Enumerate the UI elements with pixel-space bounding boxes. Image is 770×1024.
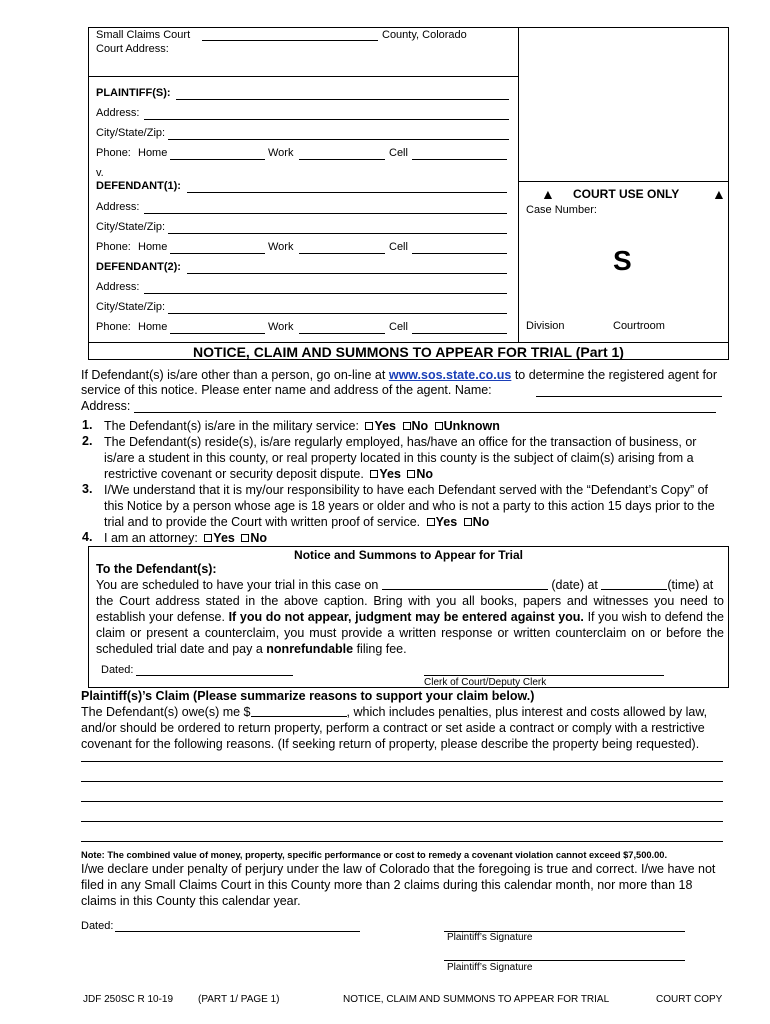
trial-schedule-line bbox=[96, 577, 724, 593]
item-number: 2. bbox=[82, 434, 93, 448]
court-use-only-label: COURT USE ONLY bbox=[573, 187, 680, 201]
up-arrow-icon: ▲ bbox=[712, 186, 726, 202]
service-no-checkbox[interactable] bbox=[464, 518, 472, 526]
claim-heading: Plaintiff(s)’s Claim (Please summarize reasons to support your claim below.) bbox=[81, 689, 535, 703]
jurisdiction-text: The Defendant(s) reside(s), is/are regularly employed, has/have an office for the transaction of business, or is/are a student in this county, or real property located in this county is the subject of claim(s) arising from a restrictive covenant or security deposit dispute. bbox=[104, 435, 697, 481]
jurisdiction-no-checkbox[interactable] bbox=[407, 470, 415, 478]
part-page-label: (PART 1/ PAGE 1) bbox=[198, 994, 280, 1005]
summons-defend-text: If you wish to defend the claim or present a counterclaim, you must provide a written response or written counterclaim on or before the scheduled trial date and pay a bbox=[96, 610, 724, 656]
title-top-rule bbox=[88, 342, 729, 343]
plaintiff-name-field[interactable] bbox=[176, 99, 509, 100]
intro-text: If Defendant(s) is/are other than a person, go on-line at bbox=[81, 368, 386, 382]
defendant2-work-label: Work bbox=[268, 321, 294, 333]
county-field[interactable] bbox=[202, 40, 378, 41]
claim-amount-field[interactable] bbox=[251, 705, 347, 717]
claim-amount-line bbox=[81, 704, 728, 720]
plaintiff-work-phone-field[interactable] bbox=[299, 159, 385, 160]
division-label: Division bbox=[526, 320, 565, 332]
item-number: 1. bbox=[82, 418, 93, 432]
claim-reason-line-5[interactable] bbox=[81, 841, 723, 842]
defendant2-phone-label: Phone: bbox=[96, 321, 131, 333]
registered-agent-instructions bbox=[81, 367, 726, 383]
versus-label: v. bbox=[96, 167, 104, 179]
defendant2-city-label: City/State/Zip: bbox=[96, 301, 166, 313]
claim-amount-text: The Defendant(s) owe(s) me $ bbox=[81, 705, 251, 719]
attorney-yes-label: Yes bbox=[213, 531, 235, 545]
copy-label: COURT COPY bbox=[656, 994, 723, 1005]
claim-limit-note: Note: The combined value of money, property, specific performance or cost to remedy a covenant violation cannot exceed $7,500.00. bbox=[81, 850, 668, 860]
jurisdiction-yes-checkbox[interactable] bbox=[370, 470, 378, 478]
nonrefundable-text: nonrefundable bbox=[266, 642, 354, 656]
military-yes-label: Yes bbox=[374, 419, 397, 433]
judgment-warning: If you do not appear, judgment may be entered against you. bbox=[228, 610, 584, 624]
military-unknown-checkbox[interactable] bbox=[435, 422, 443, 430]
trial-date-field[interactable] bbox=[382, 578, 548, 590]
defendant2-label: DEFENDANT(2): bbox=[96, 261, 181, 273]
summons-heading: Notice and Summons to Appear for Trial bbox=[294, 548, 523, 562]
filing-fee-text: filing fee. bbox=[356, 642, 407, 656]
defendant1-city-label: City/State/Zip: bbox=[96, 221, 166, 233]
defendant1-address-label: Address: bbox=[96, 201, 140, 213]
defendant1-work-label: Work bbox=[268, 241, 294, 253]
trial-date-text: You are scheduled to have your trial in this case on bbox=[96, 578, 379, 592]
jurisdiction-yes-label: Yes bbox=[379, 467, 401, 481]
attorney-text: I am an attorney: bbox=[104, 531, 198, 545]
defendant1-address-field[interactable] bbox=[144, 213, 507, 214]
defendant2-address-label: Address: bbox=[96, 281, 140, 293]
service-item bbox=[104, 482, 728, 530]
trial-time-field[interactable] bbox=[601, 578, 667, 590]
defendant2-cell-phone-field[interactable] bbox=[412, 333, 507, 334]
clerk-label: Clerk of Court/Deputy Clerk bbox=[424, 677, 547, 688]
claim-dated-field[interactable] bbox=[115, 931, 360, 932]
summons-body-text: the Court address stated in the above caption. Bring with you all books, papers and witnesses you need to establish your defense. bbox=[96, 594, 724, 624]
plaintiff-address-label: Address: bbox=[96, 107, 140, 119]
plaintiff-work-label: Work bbox=[268, 147, 294, 159]
intro-text-after: to determine the registered agent for bbox=[514, 368, 718, 382]
footer-title: NOTICE, CLAIM AND SUMMONS TO APPEAR FOR TRIAL bbox=[343, 994, 610, 1005]
clerk-signature-line[interactable] bbox=[424, 675, 664, 676]
service-no-label: No bbox=[472, 515, 490, 529]
claim-body-text: and/or should be ordered to return property, perform a contract or set aside a contract or comply with a restrictive covenant for the following reasons. (If seeking return of property, please describe the property being requested). bbox=[81, 721, 705, 751]
defendant2-name-field[interactable] bbox=[187, 273, 507, 274]
county-suffix: County, Colorado bbox=[382, 29, 467, 41]
agent-name-label: service of this notice. Please enter name and address of the agent. Name: bbox=[81, 383, 492, 397]
claim-reason-line-3[interactable] bbox=[81, 801, 723, 802]
service-yes-checkbox[interactable] bbox=[427, 518, 435, 526]
plaintiff-cell-label: Cell bbox=[389, 147, 408, 159]
plaintiff-home-label: Home bbox=[138, 147, 168, 159]
defendant1-name-field[interactable] bbox=[187, 192, 507, 193]
plaintiff-signature-line-2[interactable] bbox=[444, 960, 685, 961]
attorney-yes-checkbox[interactable] bbox=[204, 534, 212, 542]
summons-body bbox=[96, 593, 724, 657]
summons-dated-field[interactable] bbox=[136, 675, 293, 676]
military-service-text: The Defendant(s) is/are in the military service: bbox=[104, 419, 359, 433]
plaintiff-cell-phone-field[interactable] bbox=[412, 159, 507, 160]
claim-dated-label: Dated: bbox=[81, 920, 114, 932]
defendant1-cell-label: Cell bbox=[389, 241, 408, 253]
defendant2-home-phone-field[interactable] bbox=[170, 333, 265, 334]
plaintiffs-label: PLAINTIFF(S): bbox=[96, 87, 171, 99]
jurisdiction-no-label: No bbox=[416, 467, 434, 481]
agent-address-field[interactable] bbox=[134, 412, 716, 413]
claim-body bbox=[81, 720, 726, 752]
sos-website-link[interactable]: www.sos.state.co.us bbox=[388, 368, 512, 382]
attorney-no-checkbox[interactable] bbox=[241, 534, 249, 542]
item-number: 3. bbox=[82, 482, 93, 496]
court-section-divider bbox=[88, 76, 519, 77]
jurisdiction-item bbox=[104, 434, 728, 482]
case-type-letter: S bbox=[613, 245, 632, 276]
case-number-label: Case Number: bbox=[526, 204, 597, 216]
military-service-item bbox=[104, 418, 728, 434]
defendant1-label: DEFENDANT(1): bbox=[96, 180, 181, 192]
claim-reason-line-1[interactable] bbox=[81, 761, 723, 762]
plaintiff-signature-label: Plaintiff’s Signature bbox=[447, 962, 533, 973]
court-address-label: Court Address: bbox=[96, 43, 169, 55]
military-no-checkbox[interactable] bbox=[403, 422, 411, 430]
summons-dated-label: Dated: bbox=[101, 664, 134, 676]
plaintiff-signature-label: Plaintiff’s Signature bbox=[447, 932, 533, 943]
military-unknown-label: Unknown bbox=[443, 419, 500, 433]
defendant1-phone-label: Phone: bbox=[96, 241, 131, 253]
defendant1-home-label: Home bbox=[138, 241, 168, 253]
courtroom-label: Courtroom bbox=[613, 320, 665, 332]
defendant2-home-label: Home bbox=[138, 321, 168, 333]
plaintiff-address-field[interactable] bbox=[144, 119, 509, 120]
plaintiff-city-field[interactable] bbox=[168, 139, 509, 140]
court-type-label: Small Claims Court bbox=[96, 29, 191, 41]
summons-to-label: To the Defendant(s): bbox=[96, 562, 217, 576]
defendant1-cell-phone-field[interactable] bbox=[412, 253, 507, 254]
up-arrow-icon: ▲ bbox=[541, 186, 555, 202]
attorney-no-label: No bbox=[250, 531, 268, 545]
claim-amount-suffix: , which includes penalties, plus interest and costs allowed by law, bbox=[346, 705, 708, 719]
date-at-text: (date) at bbox=[551, 578, 598, 592]
plaintiff-city-label: City/State/Zip: bbox=[96, 127, 166, 139]
defendant2-cell-label: Cell bbox=[389, 321, 408, 333]
form-title: NOTICE, CLAIM AND SUMMONS TO APPEAR FOR TRIAL (Part 1) bbox=[193, 344, 624, 360]
claim-reason-line-2[interactable] bbox=[81, 781, 723, 782]
military-no-label: No bbox=[411, 419, 429, 433]
service-yes-label: Yes bbox=[435, 515, 458, 529]
declaration-text: I/we declare under penalty of perjury under the law of Colorado that the foregoing is true and correct. I/we have not filed in any Small Claims Court in this County more than 2 claims during this calendar month, nor more than 18 claims in this County this calendar year. bbox=[81, 862, 716, 908]
caption-divider bbox=[518, 27, 519, 343]
defendant1-work-phone-field[interactable] bbox=[299, 253, 385, 254]
plaintiff-phone-label: Phone: bbox=[96, 147, 131, 159]
defendant1-city-field[interactable] bbox=[168, 233, 507, 234]
form-id: JDF 250SC R 10-19 bbox=[83, 994, 174, 1005]
court-use-top-rule bbox=[518, 181, 729, 182]
attorney-item bbox=[104, 530, 728, 546]
defendant2-address-field[interactable] bbox=[144, 293, 507, 294]
agent-address-label: Address: bbox=[81, 399, 131, 413]
item-number: 4. bbox=[82, 530, 93, 544]
defendant2-city-field[interactable] bbox=[168, 313, 507, 314]
perjury-declaration bbox=[81, 861, 726, 909]
defendant2-work-phone-field[interactable] bbox=[299, 333, 385, 334]
agent-name-field[interactable] bbox=[536, 396, 722, 397]
defendant1-home-phone-field[interactable] bbox=[170, 253, 265, 254]
claim-reason-line-4[interactable] bbox=[81, 821, 723, 822]
time-at-text: (time) at bbox=[667, 578, 714, 592]
military-yes-checkbox[interactable] bbox=[365, 422, 373, 430]
plaintiff-home-phone-field[interactable] bbox=[170, 159, 265, 160]
service-text: I/We understand that it is my/our responsibility to have each Defendant served with the “Defendant’s Copy” of this Notice by a person whose age is 18 years or older and who is not a party to this action 15 days prior to the trial and to provide the Court with written proof of service. bbox=[104, 483, 715, 529]
